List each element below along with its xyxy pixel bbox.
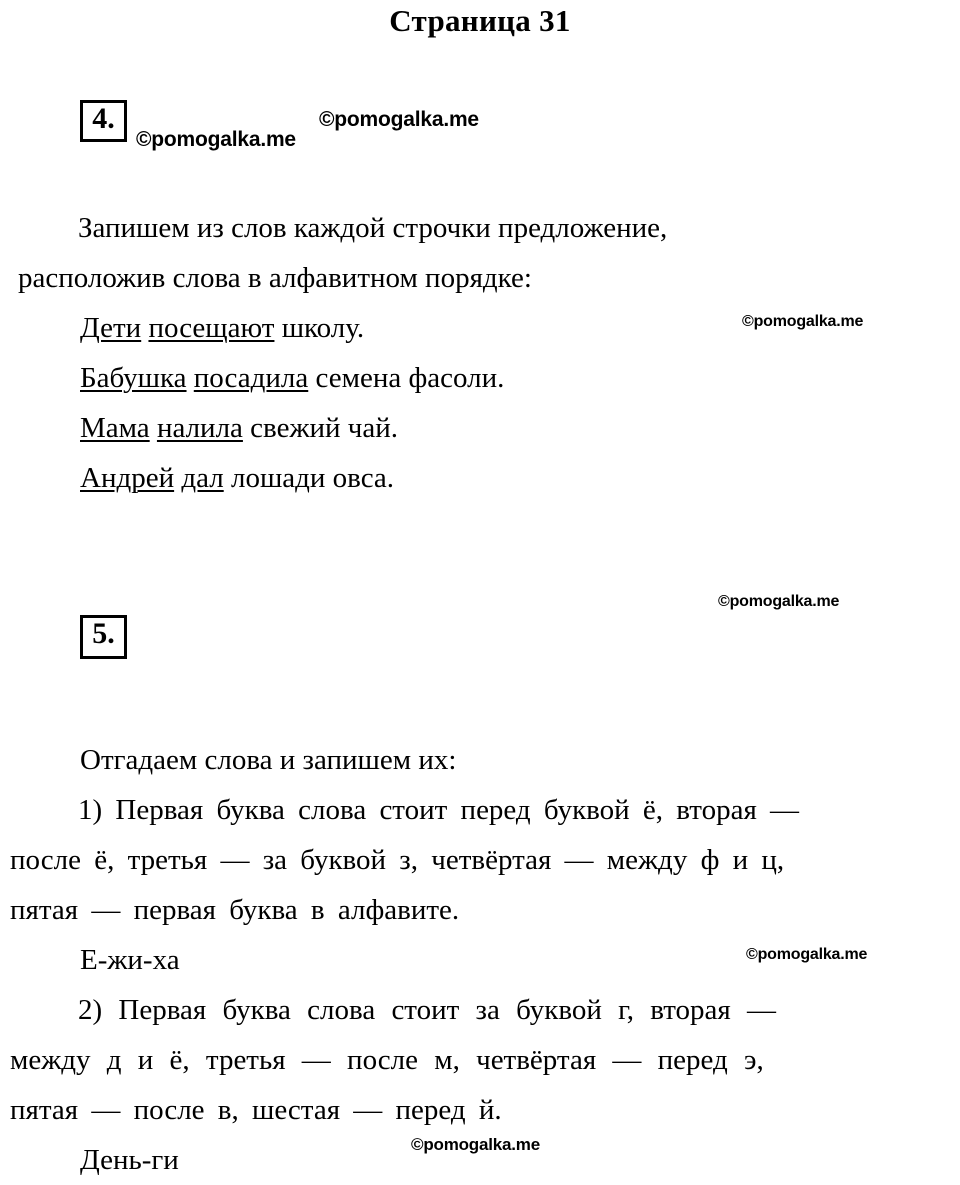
watermark-pomogalka: ©pomogalka.me — [742, 313, 864, 330]
sentence-tail: семена фасоли. — [308, 362, 505, 394]
exercise-5-answer-1: Е-жи-ха — [80, 944, 180, 976]
exercise-5-riddle-2-line-1: 2) Первая буква слова стоит за буквой г, вторая — — [78, 994, 776, 1026]
exercise-4-sentence-3 — [10, 403, 950, 453]
exercise-number-label-5: 5. — [92, 617, 115, 650]
underlined-word: дал — [181, 462, 224, 494]
exercise-5-riddle-1-line-3: пятая — первая буква в алфавите. — [10, 894, 460, 926]
underlined-word: Мама — [80, 412, 150, 444]
sentence-tail: школу. — [274, 312, 365, 344]
sentence-tail: свежий чай. — [242, 412, 398, 444]
watermark-pomogalka: ©pomogalka.me — [411, 1135, 540, 1154]
exercise-number-label-4: 4. — [92, 102, 115, 135]
exercise-5-riddle-2-line-2: между д и ё, третья — после м, четвёртая — перед э, — [10, 1044, 764, 1076]
exercise-5-answer-2: День-ги — [80, 1144, 179, 1176]
exercise-4-body — [10, 203, 950, 503]
exercise-4-sentence-4 — [10, 453, 950, 503]
sentence-tail: лошади овса. — [223, 462, 395, 494]
exercise-number-box-5 — [80, 615, 127, 659]
exercise-number-box-4 — [80, 100, 127, 142]
exercise-5-riddle-1-line-2: после ё, третья — за буквой з, четвёртая — между ф и ц, — [10, 844, 785, 876]
exercise-4-line-1: Запишем из слов каждой строчки предложение, — [78, 212, 668, 244]
watermark-pomogalka: ©pomogalka.me — [136, 128, 296, 151]
underlined-word: налила — [156, 412, 243, 444]
word-gap — [187, 362, 194, 394]
underlined-word: посещают — [148, 312, 275, 344]
watermark-pomogalka: ©pomogalka.me — [319, 108, 479, 131]
exercise-5-riddle-1-line-1: 1) Первая буква слова стоит перед буквой ё, вторая — — [78, 794, 800, 826]
watermark-pomogalka: ©pomogalka.me — [746, 946, 868, 963]
underlined-word: Андрей — [80, 462, 175, 494]
underlined-word: Бабушка — [80, 362, 187, 394]
exercise-5-riddle-2-line-3: пятая — после в, шестая — перед й. — [10, 1094, 502, 1126]
exercise-4-line-2: расположив слова в алфавитном порядке: — [18, 262, 532, 294]
exercise-5-line-1: Отгадаем слова и запишем их: — [80, 744, 457, 776]
exercise-4-sentence-2 — [10, 353, 950, 403]
word-gap — [150, 412, 157, 444]
underlined-word: Дети — [80, 312, 142, 344]
underlined-word: посадила — [193, 362, 309, 394]
page-title: Страница 31 — [389, 3, 571, 38]
watermark-pomogalka: ©pomogalka.me — [718, 593, 840, 610]
